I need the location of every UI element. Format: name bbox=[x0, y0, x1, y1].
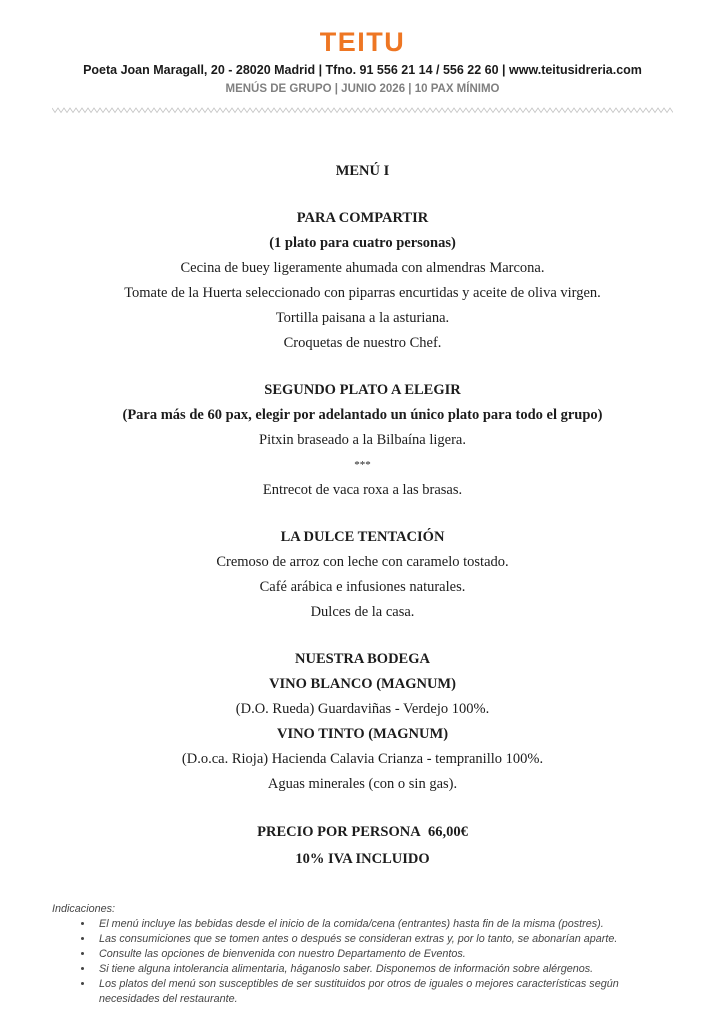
wavy-divider bbox=[52, 107, 673, 114]
menu-sections bbox=[52, 206, 673, 797]
price-block bbox=[52, 819, 673, 873]
menu-title: MENÚ I bbox=[335, 163, 390, 179]
footer-notes-list bbox=[52, 917, 673, 1007]
menu-item: Cremoso de arroz con leche con caramelo tostado. bbox=[216, 554, 509, 570]
menu-item: (D.o.ca. Rioja) Hacienda Calavia Crianza - tempranillo 100%. bbox=[181, 751, 544, 767]
restaurant-logo: TEITU bbox=[319, 27, 406, 57]
footer-note: • Los platos del menú son susceptibles de ser sustituidos por otros de iguales o mejores características según necesidades del restaurante. bbox=[94, 977, 673, 1007]
menu-subtitle-line: MENÚS DE GRUPO | JUNIO 2026 | 10 PAX MÍNIMO bbox=[225, 83, 500, 95]
footer-notes bbox=[52, 902, 673, 1007]
menu-subheading: (Para más de 60 pax, elegir por adelantado un único plato para todo el grupo) bbox=[122, 407, 603, 423]
footer-title: Indicaciones: bbox=[52, 903, 116, 915]
menu-section-3 bbox=[52, 525, 673, 625]
menu-subheading: VINO BLANCO (MAGNUM) bbox=[269, 676, 456, 692]
menu-item: Aguas minerales (con o sin gas). bbox=[267, 776, 458, 792]
menu-item: Dulces de la casa. bbox=[310, 604, 415, 620]
section-heading: SEGUNDO PLATO A ELEGIR bbox=[264, 382, 461, 398]
menu-subheading: (1 plato para cuatro personas) bbox=[269, 235, 456, 251]
section-heading: LA DULCE TENTACIÓN bbox=[280, 529, 445, 545]
document-header bbox=[52, 28, 673, 114]
menu-section-4 bbox=[52, 647, 673, 797]
menu-item: Tomate de la Huerta seleccionado con piparras encurtidas y aceite de oliva virgen. bbox=[124, 285, 601, 301]
footer-note: • Consulte las opciones de bienvenida con nuestro Departamento de Eventos. bbox=[94, 947, 673, 962]
section-heading: PARA COMPARTIR bbox=[296, 210, 429, 226]
vat-included-line: 10% IVA INCLUIDO bbox=[295, 851, 430, 867]
menu-item: Croquetas de nuestro Chef. bbox=[283, 335, 442, 351]
menu-body bbox=[52, 159, 673, 873]
price-per-person: PRECIO POR PERSONA 66,00€ bbox=[257, 824, 468, 840]
menu-subheading: VINO TINTO (MAGNUM) bbox=[276, 726, 449, 742]
menu-item: Cecina de buey ligeramente ahumada con almendras Marcona. bbox=[180, 260, 545, 276]
footer-note: • El menú incluye las bebidas desde el inicio de la comida/cena (entrantes) hasta fin de la misma (postres). bbox=[94, 917, 673, 932]
menu-section-2 bbox=[52, 378, 673, 503]
menu-item: Tortilla paisana a la asturiana. bbox=[275, 310, 450, 326]
menu-item: Pitxin braseado a la Bilbaína ligera. bbox=[259, 432, 466, 448]
wavy-divider-graphic bbox=[52, 107, 673, 114]
menu-item: Café arábica e infusiones naturales. bbox=[259, 579, 466, 595]
section-heading: NUESTRA BODEGA bbox=[295, 651, 430, 667]
footer-note: • Si tiene alguna intolerancia alimentaria, háganoslo saber. Disponemos de información sobre alérgenos. bbox=[94, 962, 673, 977]
menu-section-1 bbox=[52, 206, 673, 356]
menu-item: Entrecot de vaca roxa a las brasas. bbox=[262, 482, 463, 498]
menu-item: *** bbox=[354, 459, 371, 471]
menu-item: (D.O. Rueda) Guardaviñas - Verdejo 100%. bbox=[235, 701, 490, 717]
contact-line: Poeta Joan Maragall, 20 - 28020 Madrid | Tfno. 91 556 21 14 / 556 22 60 | www.teitusidreria.com bbox=[83, 63, 642, 77]
footer-note: • Las consumiciones que se tomen antes o después se consideran extras y, por lo tanto, se abonarían aparte. bbox=[94, 932, 673, 947]
